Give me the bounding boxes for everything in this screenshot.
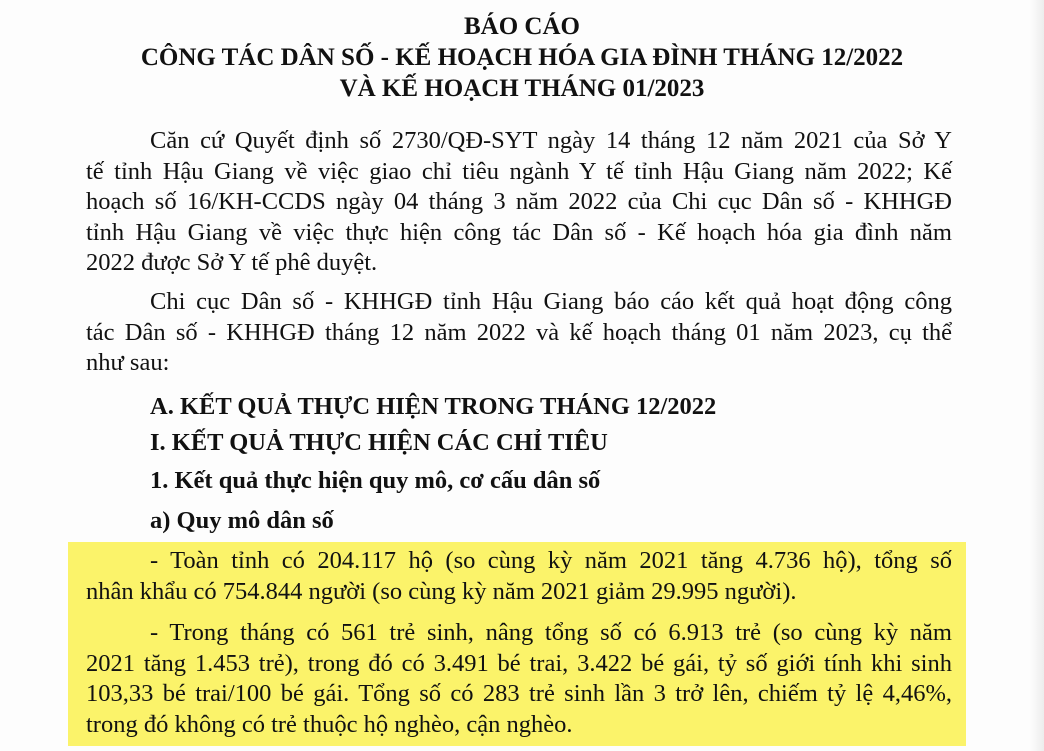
paragraph-line: nhân khẩu có 754.844 người (so cùng kỳ năm 2021 giảm 29.995 người).	[86, 577, 797, 605]
report-subtitle-2: VÀ KẾ HOẠCH THÁNG 01/2023	[339, 75, 705, 102]
paragraph-line: - Toàn tỉnh có 204.117 hộ (so cùng kỳ năm 2021 tăng 4.736 hộ), tổng số	[150, 547, 952, 574]
paragraph-line: 103,33 bé trai/100 bé gái. Tổng số có 283 trẻ sinh lần 3 trở lên, chiếm tỷ lệ 4,46%,	[86, 680, 952, 707]
subsection-heading-a: a) Quy mô dân số	[150, 507, 334, 534]
paragraph-line: 2022 được Sở Y tế phê duyệt.	[86, 249, 378, 276]
paragraph-line: tế tỉnh Hậu Giang về việc giao chỉ tiêu ngành Y tế tỉnh Hậu Giang năm 2022; Kế	[86, 157, 952, 185]
paragraph-line: 2021 tăng 1.453 trẻ), trong đó có 3.491 bé trai, 3.422 bé gái, tỷ số giới tính khi sinh	[86, 649, 952, 677]
report-title: BÁO CÁO	[464, 13, 580, 40]
paragraph-line: tỉnh Hậu Giang về việc thực hiện công tác Dân số - Kế hoạch hóa gia đình năm	[86, 218, 952, 246]
paragraph-line: - Trong tháng có 561 trẻ sinh, nâng tổng số có 6.913 trẻ (so cùng kỳ năm	[150, 619, 952, 646]
births-paragraph	[86, 618, 952, 740]
households-paragraph	[86, 546, 952, 607]
subsection-heading-1: 1. Kết quả thực hiện quy mô, cơ cấu dân số	[150, 467, 601, 494]
paragraph-line: Chi cục Dân số - KHHGĐ tỉnh Hậu Giang báo cáo kết quả hoạt động công	[150, 288, 952, 315]
section-heading-a: A. KẾT QUẢ THỰC HIỆN TRONG THÁNG 12/2022	[150, 393, 717, 420]
intro-paragraph	[86, 287, 952, 379]
legal-basis-paragraph	[86, 126, 952, 279]
paragraph-line: hoạch số 16/KH-CCDS ngày 04 tháng 3 năm 2022 của Chi cục Dân số - KHHGĐ	[86, 188, 952, 215]
paragraph-line: Căn cứ Quyết định số 2730/QĐ-SYT ngày 14 tháng 12 năm 2021 của Sở Y	[150, 127, 952, 154]
paragraph-line: trong đó không có trẻ thuộc hộ nghèo, cận nghèo.	[86, 710, 573, 738]
page-edge-shadow	[1030, 0, 1044, 751]
section-heading-i: I. KẾT QUẢ THỰC HIỆN CÁC CHỈ TIÊU	[150, 429, 608, 456]
report-subtitle: CÔNG TÁC DÂN SỐ - KẾ HOẠCH HÓA GIA ĐÌNH THÁNG 12/2022	[140, 44, 904, 71]
paragraph-line: như sau:	[86, 349, 170, 376]
paragraph-line: tác Dân số - KHHGĐ tháng 12 năm 2022 và kế hoạch tháng 01 năm 2023, cụ thể	[86, 318, 952, 346]
